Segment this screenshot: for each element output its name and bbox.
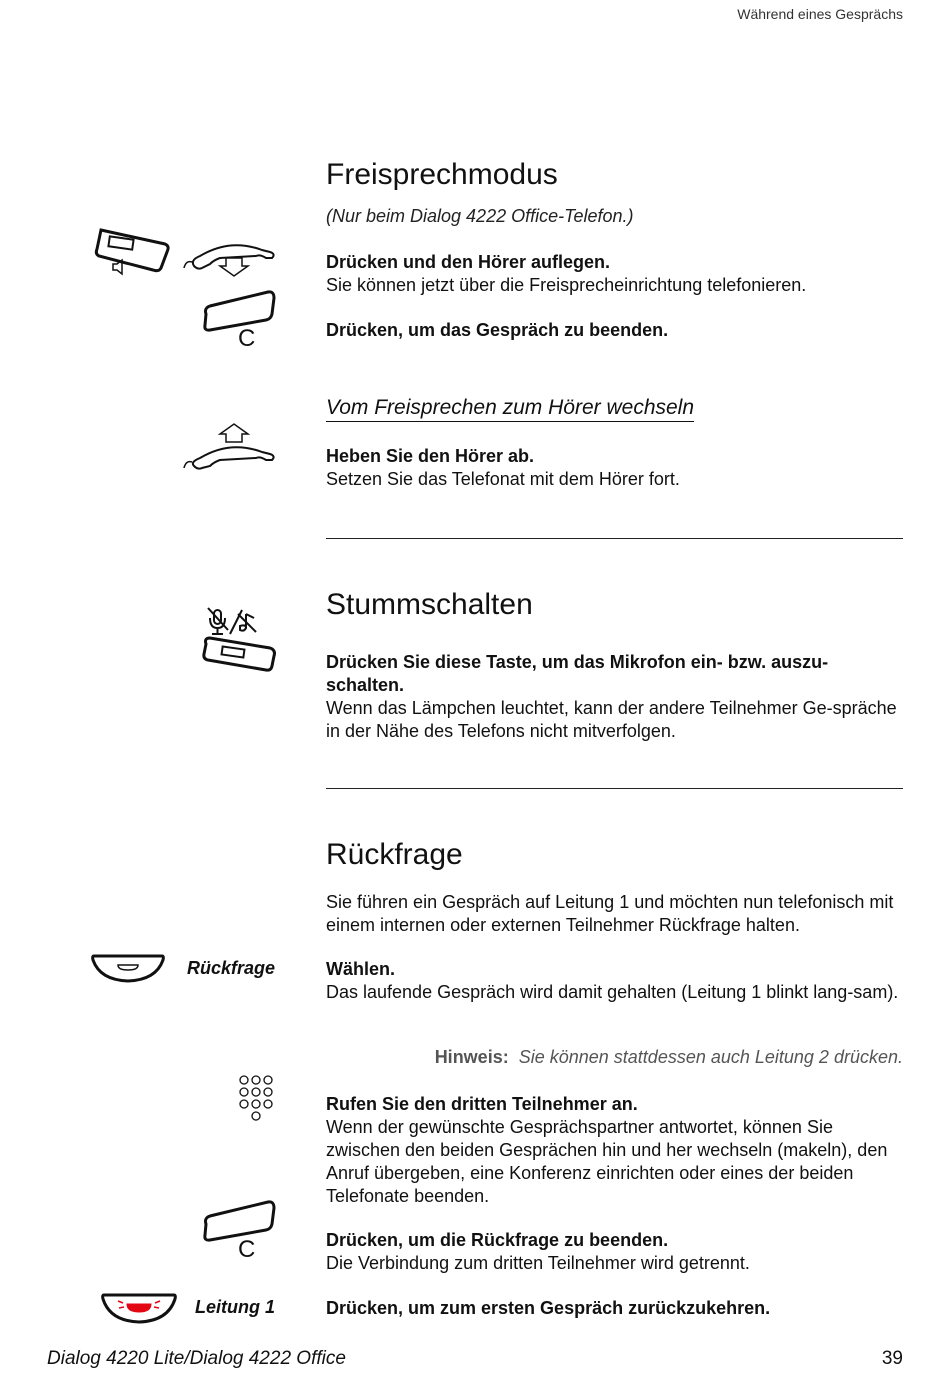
step-dial-label: Rufen Sie den dritten Teilnehmer an. [326,1094,638,1114]
section-title-freisprechmodus: Freisprechmodus [326,158,558,191]
keypad-icon [238,1075,280,1129]
hint-text: Sie können stattdessen auch Leitung 2 drücken. [518,1047,903,1067]
step-hangup-label: Drücken und den Hörer auflegen. [326,252,611,272]
step-lift-text: Setzen Sie das Telefonat mit dem Hörer fort. [326,469,680,489]
step-end-consult-text: Die Verbindung zum dritten Teilnehmer wird getrennt. [326,1253,750,1273]
step-end-consult-label: Drücken, um die Rückfrage zu beenden. [326,1230,669,1250]
step-return-label: Drücken, um zum ersten Gespräch zurückzukehren. [326,1298,771,1318]
step-mute-label: Drücken Sie diese Taste, um das Mikrofon ein- bzw. auszu-schalten. [326,652,829,695]
handset-up-icon [180,424,280,470]
step-mute-text: Wenn das Lämpchen leuchtet, kann der andere Teilnehmer Ge-spräche in der Nähe des Telefons nicht mitverfolgen. [326,698,897,741]
handset-down-icon [180,238,280,278]
speaker-key-icon [95,224,175,280]
running-header: Während eines Gesprächs [737,6,903,22]
subsection-title-handset: Vom Freisprechen zum Hörer wechseln [326,396,694,422]
model-note: (Nur beim Dialog 4222 Office-Telefon.) [326,206,634,226]
section-divider [326,538,903,539]
rueckfrage-key-label: Rückfrage [186,958,275,978]
clear-key-label: C [238,325,256,352]
section-title-stummschalten: Stummschalten [326,588,533,621]
page-number: 39 [881,1348,903,1369]
hint-label: Hinweis: [434,1047,509,1067]
step-select-text: Das laufende Gespräch wird damit gehalten (Leitung 1 blinkt lang-sam). [326,982,899,1002]
step-hangup-text: Sie können jetzt über die Freisprecheinrichtung telefonieren. [326,275,807,295]
section-divider [326,788,903,789]
line-key-label: Leitung 1 [195,1297,275,1317]
clear-key-label: C [238,1236,256,1263]
hint-note [326,1047,903,1068]
rueckfrage-intro: Sie führen ein Gespräch auf Leitung 1 und möchten nun telefonisch mit einem internen oder externen Teilnehmer Rückfrage halten. [326,892,894,935]
mute-key-icon [200,604,280,674]
section-title-rueckfrage: Rückfrage [326,838,463,871]
step-dial-text: Wenn der gewünschte Gesprächspartner antwortet, können Sie zwischen den beiden Gesprächen hin und her wechseln (makeln), den Anruf übergeben, eine Konferenz einrichten oder eines der beiden Telefonate beenden. [326,1117,888,1206]
step-select-label: Wählen. [326,959,396,979]
step-lift-label: Heben Sie den Hörer ab. [326,446,535,466]
step-end-call-label: Drücken, um das Gespräch zu beenden. [326,320,669,340]
footer-model: Dialog 4220 Lite/Dialog 4222 Office [47,1348,346,1369]
